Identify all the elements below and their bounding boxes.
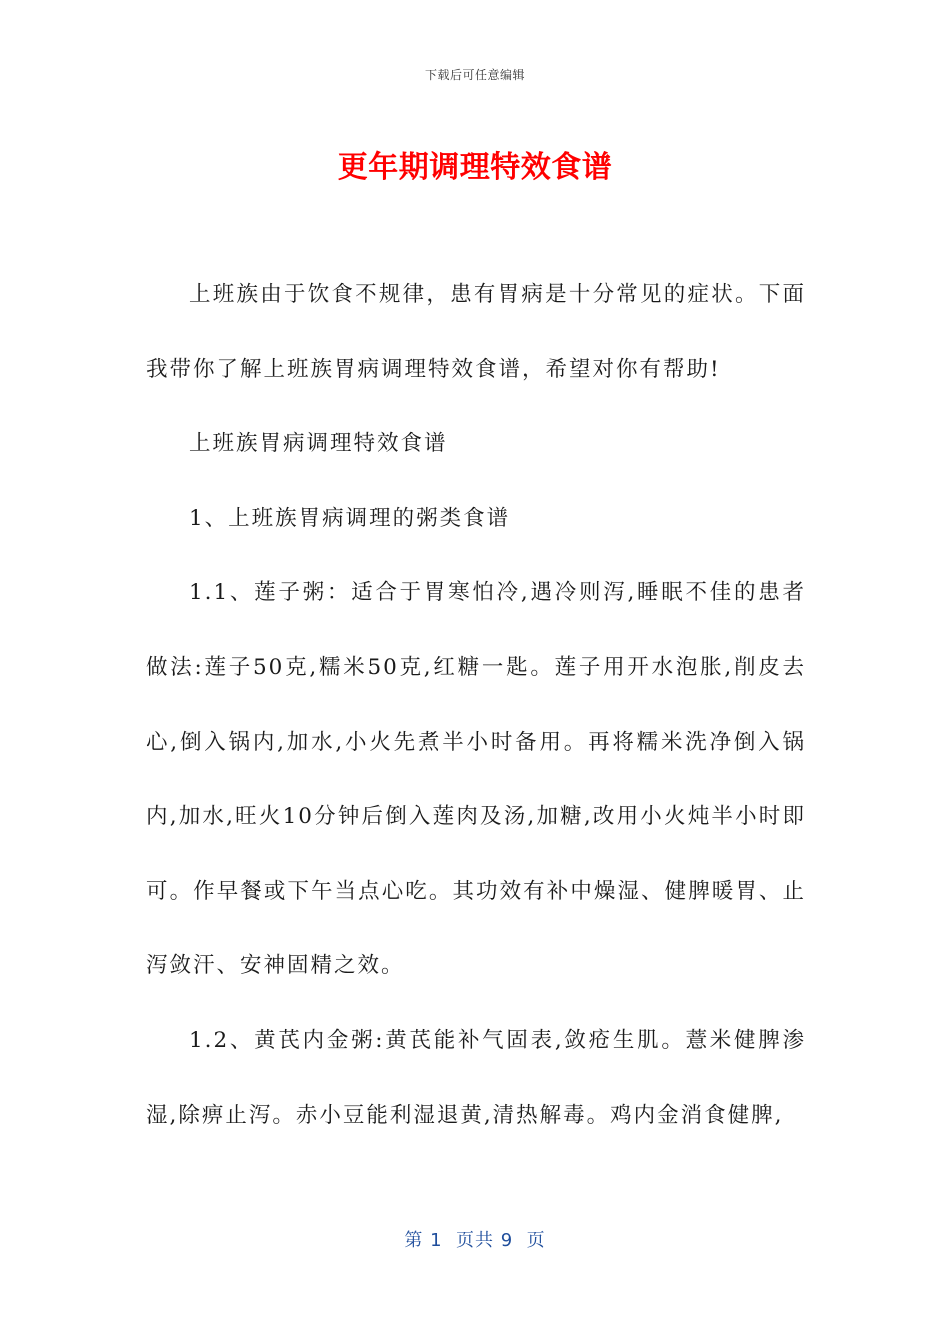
paragraph-section-heading: 上班族胃病调理特效食谱 [189, 431, 448, 457]
paragraph-intro: 上班族由于饮食不规律，患有胃病是十分常见的症状。下面我带你了解上班族胃病调理特效食谱，希望对你有帮助! [146, 282, 806, 382]
document-title: 更年期调理特效食谱 [337, 150, 613, 185]
page-number-footer: 第 1 页共 9 页 [404, 1230, 546, 1251]
document-body [146, 258, 806, 1153]
paragraph-lotus-porridge: 1.1、莲子粥：适合于胃寒怕冷,遇冷则泻,睡眠不佳的患者做法:莲子50克,糯米50克,红糖一匙。莲子用开水泡胀,削皮去心,倒入锅内,加水,小火先煮半小时备用。再将糯米洗净倒入锅内,加水,旺火10分钟后倒入莲肉及汤,加糖,改用小火炖半小时即可。作早餐或下午当点心吃。其功效有补中燥湿、健脾暖胃、止泻敛汗、安神固精之效。 [146, 580, 806, 979]
paragraph-subheading: 1、上班族胃病调理的粥类食谱 [189, 505, 511, 531]
paragraph-astragalus-porridge: 1.2、黄芪内金粥:黄芪能补气固表,敛疮生肌。薏米健脾渗湿,除痹止泻。赤小豆能利湿退黄,清热解毒。鸡内金消食健脾, [146, 1027, 806, 1128]
header-note: 下载后可任意编辑 [424, 68, 525, 82]
